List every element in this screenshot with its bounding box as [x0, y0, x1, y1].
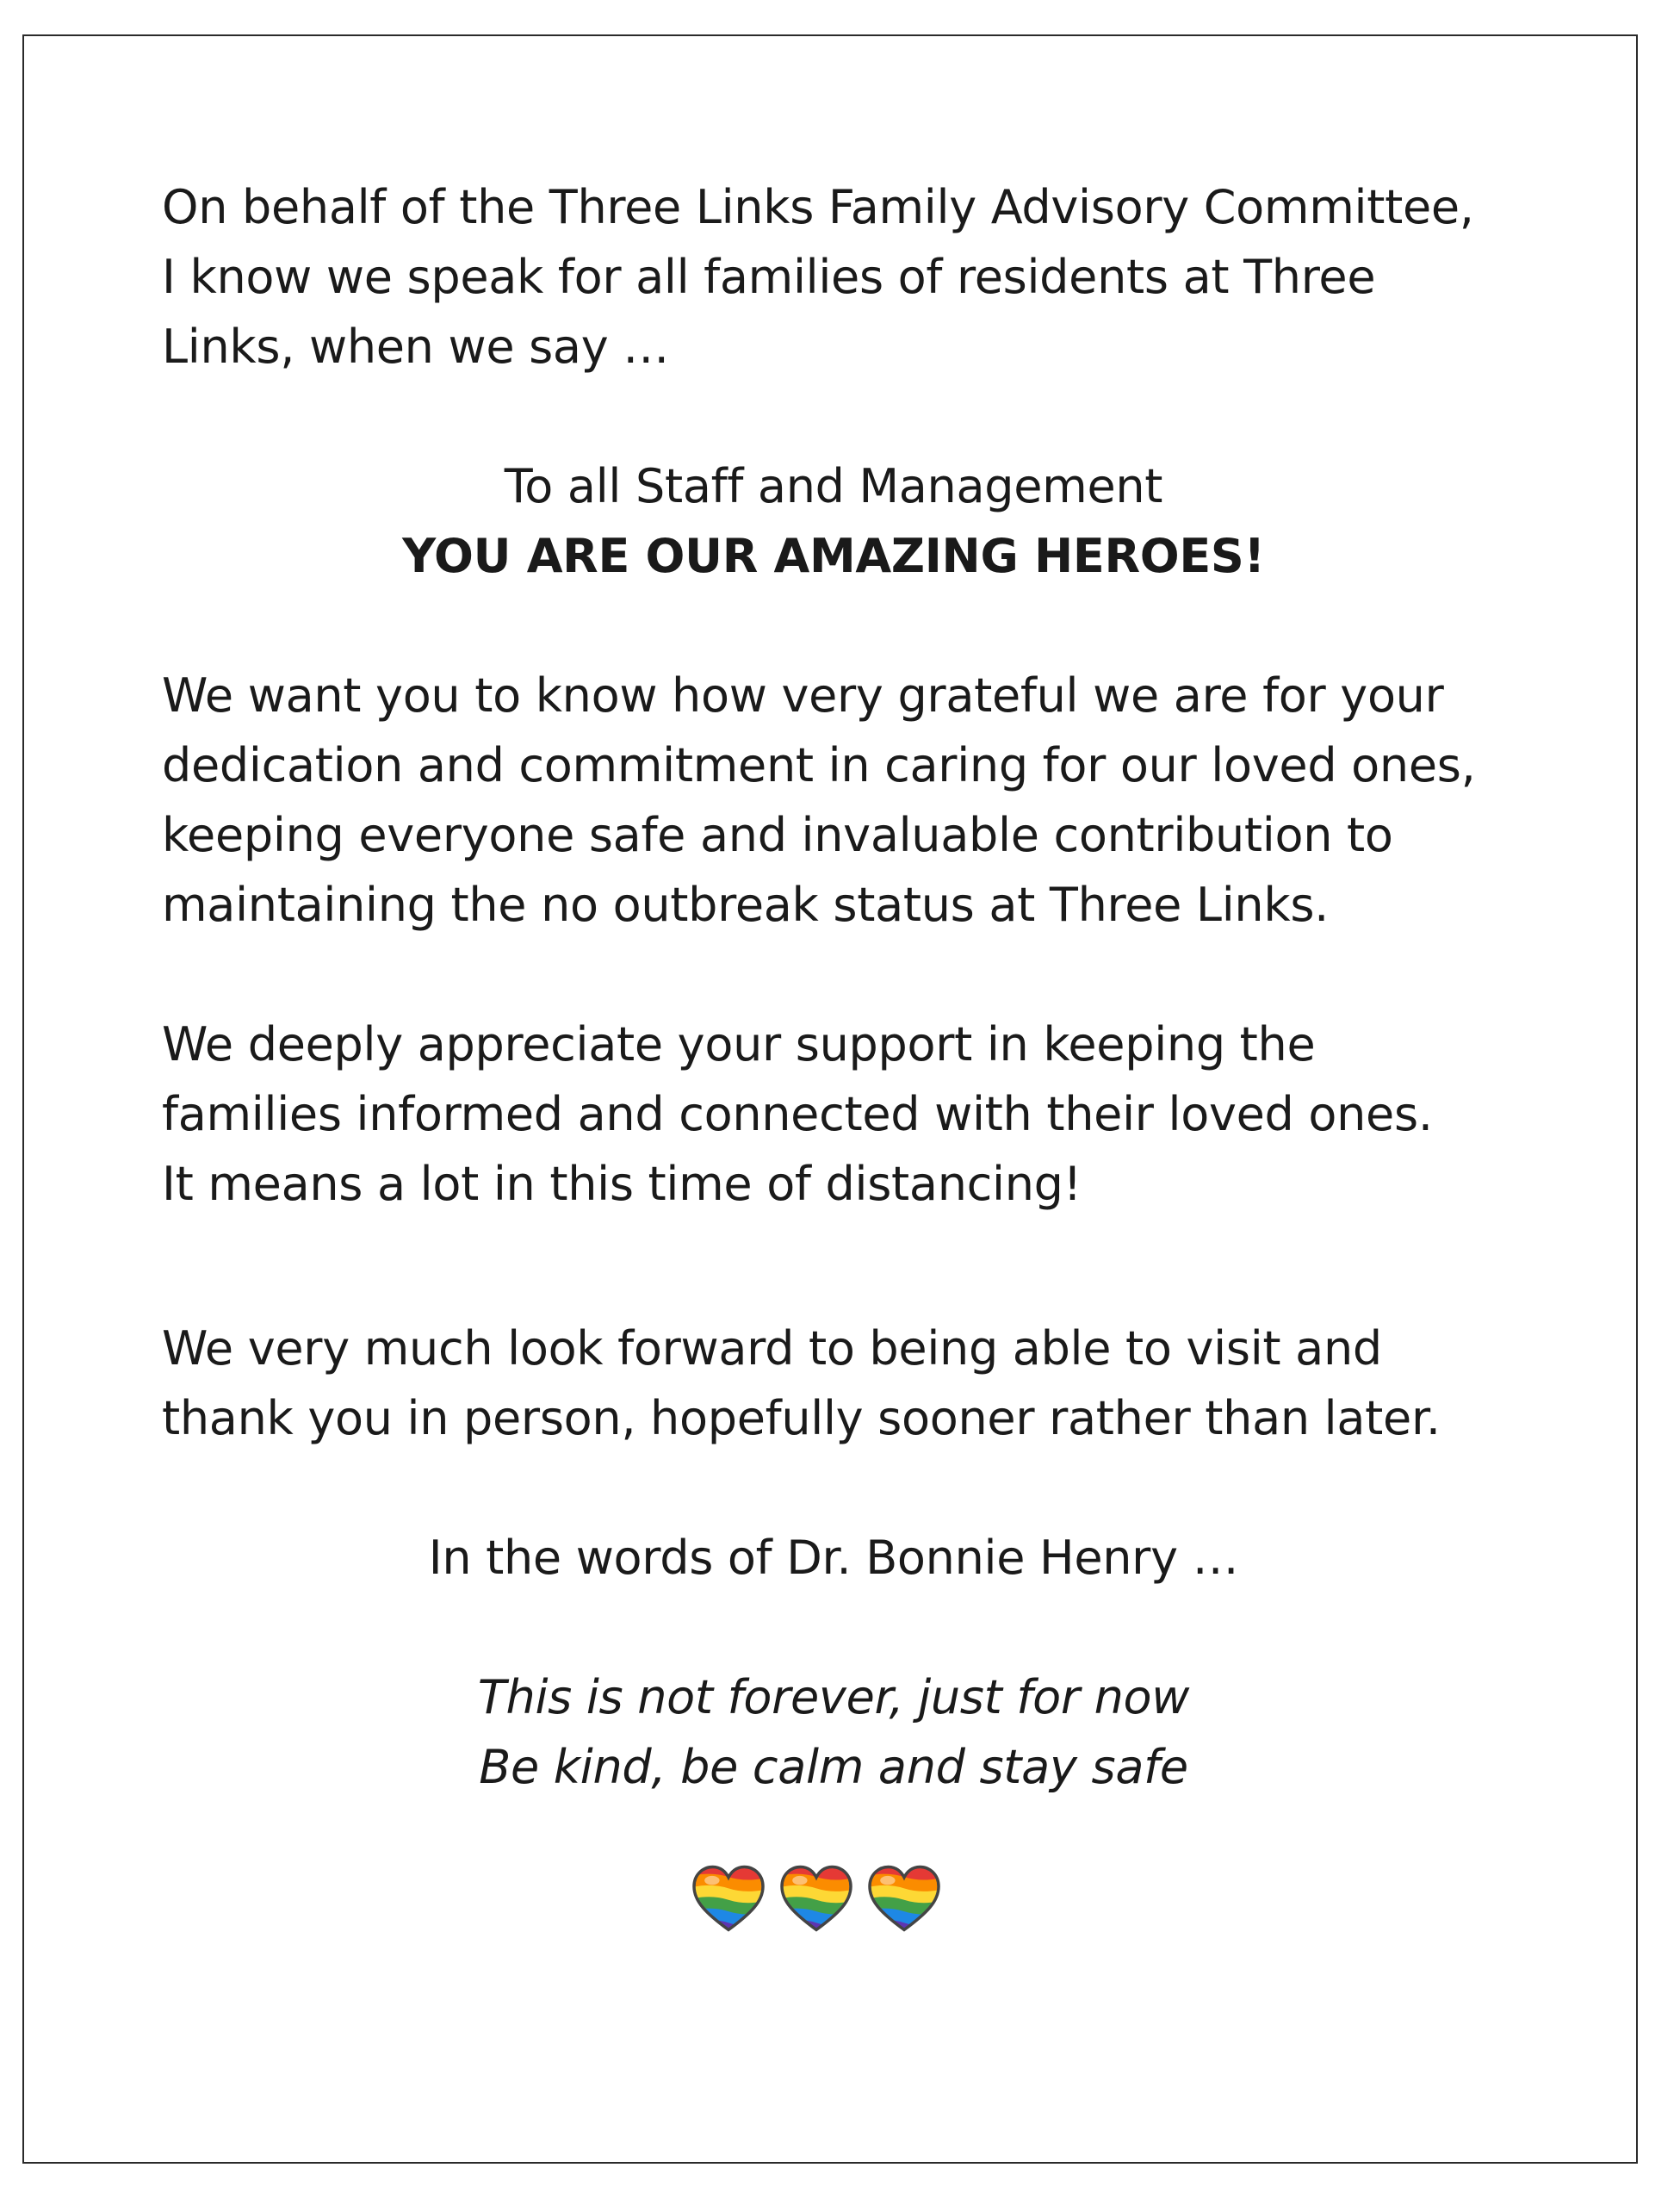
intro-line: Links, when we say …	[162, 320, 669, 374]
attribution-text: In the words of Dr. Bonnie Henry …	[428, 1531, 1239, 1585]
appreciation-line: We deeply appreciate your support in keeping the	[162, 1017, 1316, 1071]
headline: YOU ARE OUR AMAZING HEROES!	[402, 529, 1265, 583]
quote-line: This is not forever, just for now	[477, 1670, 1190, 1724]
intro-paragraph	[162, 172, 1505, 382]
appreciation-line: families informed and connected with their loved ones.	[162, 1087, 1433, 1141]
future-line: thank you in person, hopefully sooner rather than later.	[162, 1391, 1441, 1445]
appreciation-paragraph	[162, 1009, 1505, 1219]
rainbow-heart-icon	[691, 1864, 766, 1933]
greeting-line: To all Staff and Management	[504, 459, 1163, 513]
rainbow-heart-icon	[866, 1864, 942, 1933]
appreciation-line: It means a lot in this time of distancing!	[162, 1157, 1082, 1211]
intro-line: On behalf of the Three Links Family Advisory Committee,	[162, 180, 1474, 234]
gratitude-line: dedication and commitment in caring for our loved ones,	[162, 738, 1476, 792]
rainbow-heart-icon	[778, 1864, 854, 1933]
gratitude-line: maintaining the no outbreak status at Three Links.	[162, 878, 1330, 932]
future-line: We very much look forward to being able to visit and	[162, 1321, 1382, 1376]
quote-block	[162, 1662, 1505, 1802]
letter-body	[162, 172, 1505, 1933]
attribution-line	[162, 1523, 1505, 1593]
gratitude-line: keeping everyone safe and invaluable contribution to	[162, 808, 1393, 862]
intro-line: I know we speak for all families of residents at Three	[162, 250, 1376, 304]
gratitude-line: We want you to know how very grateful we are for your	[162, 668, 1444, 723]
gratitude-paragraph	[162, 661, 1505, 940]
hearts-row	[127, 1864, 1505, 1933]
greeting-block	[162, 451, 1505, 591]
future-paragraph	[162, 1314, 1505, 1453]
quote-line: Be kind, be calm and stay safe	[479, 1740, 1188, 1794]
